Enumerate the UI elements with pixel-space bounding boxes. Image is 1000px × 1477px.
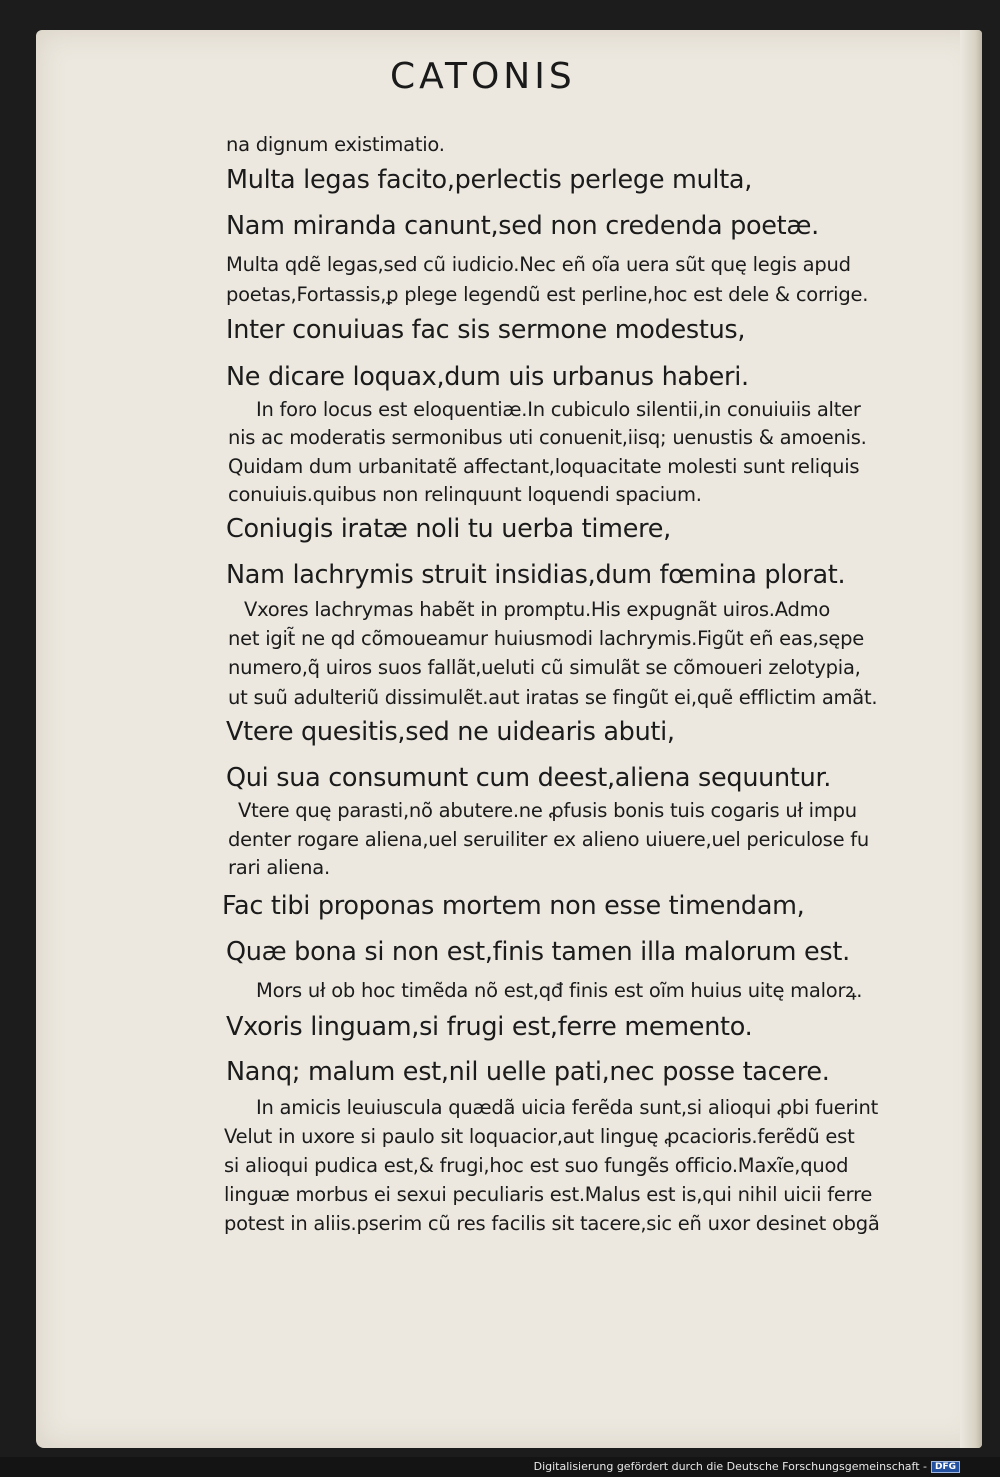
gloss-line: si alioqui pudica est,& frugi,hoc est suo fungẽs officio.Maxĩe,quod <box>224 1154 849 1177</box>
gloss-line: In amicis leuiuscula quædã uicia ferẽda sunt,si alioqui ꝓbi fuerint <box>256 1096 878 1119</box>
gloss-line: denter rogare aliena,uel seruiliter ex alieno uiuere,uel periculose fu <box>228 828 869 851</box>
gloss-line: ut suũ adulteriũ dissimulẽt.aut iratas se fingũt ei,quẽ efflictim amãt. <box>228 686 878 709</box>
verse-line: Qui sua consumunt cum deest,aliena sequuntur. <box>226 763 832 793</box>
verse-line: Inter conuiuas fac sis sermone modestus, <box>226 315 746 345</box>
gloss-line: conuiuis.quibus non relinquunt loquendi spacium. <box>228 483 702 506</box>
dfg-logo: DFG <box>931 1461 960 1473</box>
footer-text: Digitalisierung gefördert durch die Deutsche Forschungsgemeinschaft - <box>533 1460 927 1473</box>
verse-line: Quæ bona si non est,finis tamen illa malorum est. <box>226 937 850 967</box>
verse-line: Vxoris linguam,si frugi est,ferre memento. <box>226 1012 753 1042</box>
verse-line: Nam miranda canunt,sed non credenda poetæ. <box>226 211 819 241</box>
verse-line: Ne dicare loquax,dum uis urbanus haberi. <box>226 362 749 392</box>
gloss-line: Quidam dum urbanitatẽ affectant,loquacitate molesti sunt reliquis <box>228 455 860 478</box>
verse-line: Nam lachrymis struit insidias,dum fœmina plorat. <box>226 560 846 590</box>
gloss-line: Mors uł ob hoc timẽda nõ est,qđ finis est oĩm huius uitę malorꝝ. <box>256 979 863 1002</box>
page-edge <box>960 30 982 1448</box>
gloss-line: Velut in uxore si paulo sit loquacior,aut linguę ꝓcacioris.ferẽdũ est <box>224 1125 855 1148</box>
running-head: CATONIS <box>390 56 576 97</box>
gloss-line: Multa qdẽ legas,sed cũ iudicio.Nec eñ oĩa uera sũt quę legis apud <box>226 253 851 276</box>
verse-line: Fac tibi proponas mortem non esse timendam, <box>222 891 805 921</box>
gloss-line: rari aliena. <box>228 856 330 879</box>
gloss-line: net igit̃ ne qd cõmoueamur huiusmodi lachrymis.Figũt eñ eas,sępe <box>228 627 865 650</box>
gloss-line: In foro locus est eloquentiæ.In cubiculo silentii,in conuiuiis alter <box>256 398 861 421</box>
verse-line: Coniugis iratæ noli tu uerba timere, <box>226 514 671 544</box>
gloss-line: Vtere quę parasti,nõ abutere.ne ꝓfusis bonis tuis cogaris uł impu <box>238 799 857 822</box>
verse-line: Nanq; malum est,nil uelle pati,nec posse tacere. <box>226 1057 830 1087</box>
gloss-line: nis ac moderatis sermonibus uti conuenit,iisq; uenustis & amoenis. <box>228 426 867 449</box>
verse-line: Multa legas facito,perlectis perlege multa, <box>226 165 753 195</box>
text-line: na dignum existimatio. <box>226 133 445 156</box>
gloss-line: poetas,Fortassis,ꝑ plege legendũ est perline,hoc est dele & corrige. <box>226 283 869 306</box>
gloss-line: potest in aliis.pserim cũ res facilis sit tacere,sic eñ uxor desinet obgã <box>224 1212 880 1235</box>
footer-credit <box>534 1460 960 1473</box>
verse-line: Vtere quesitis,sed ne uidearis abuti, <box>226 717 675 747</box>
gloss-line: numero,q̃ uiros suos fallãt,ueluti cũ simulãt se cõmoueri zelotypia, <box>228 656 861 679</box>
gloss-line: linguæ morbus ei sexui peculiaris est.Malus est is,qui nihil uicii ferre <box>224 1183 873 1206</box>
gloss-line: Vxores lachrymas habẽt in promptu.His expugnãt uiros.Admo <box>244 598 831 621</box>
